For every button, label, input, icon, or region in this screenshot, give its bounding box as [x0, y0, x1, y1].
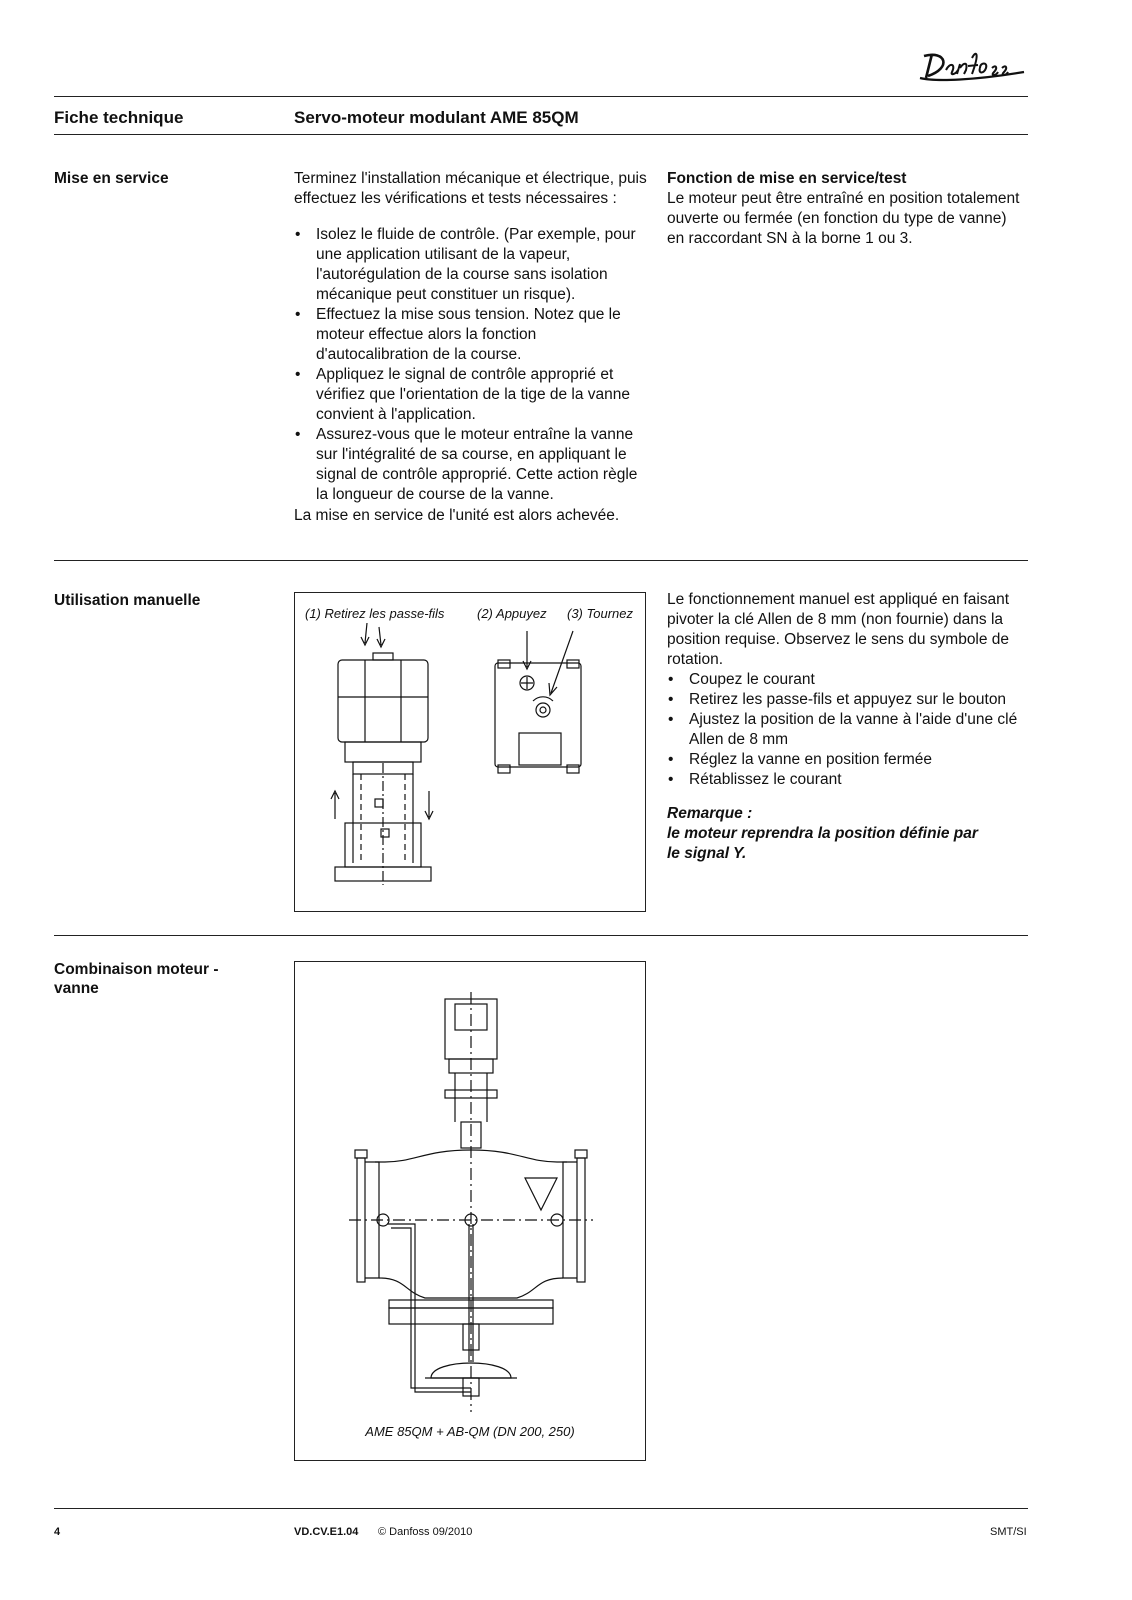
list-item: • Réglez la vanne en position fermée	[667, 750, 1027, 770]
section-heading-utilisation-manuelle: Utilisation manuelle	[54, 592, 201, 609]
test-function-text: Le moteur peut être entraîné en position totalement ouverte ou fermée (en fonction du type de vanne) en raccordant SN à la borne 1 ou 3.	[667, 190, 1020, 247]
danfoss-logo	[916, 46, 1028, 88]
list-item: • Effectuez la mise sous tension. Notez que le moteur effectue alors la fonction d'autocalibration de la course.	[294, 305, 644, 365]
mise-en-service-intro: Terminez l'installation mécanique et électrique, puis effectuez les vérifications et tests nécessaires :	[294, 170, 647, 207]
page-number: 4	[54, 1526, 61, 1538]
test-function-heading: Fonction de mise en service/test	[667, 170, 907, 187]
header-bottom-rule	[54, 134, 1028, 135]
list-item: • Rétablissez le courant	[667, 770, 1027, 790]
figure-label-turn: (3) Tournez	[567, 606, 633, 621]
section-heading-combinaison: Combinaison moteur - vanne	[54, 961, 219, 997]
list-item: • Ajustez la position de la vanne à l'aide d'une clé Allen de 8 mm	[667, 710, 1027, 750]
section-heading-mise-en-service: Mise en service	[54, 170, 169, 187]
product-title: Servo-moteur modulant AME 85QM	[294, 108, 579, 127]
footer-rule	[54, 1508, 1028, 1509]
valve-combination-figure	[294, 961, 646, 1461]
actuator-drawing	[295, 623, 645, 911]
manual-operation-steps	[667, 670, 1027, 790]
figure-label-remove-grommets: (1) Retirez les passe-fils	[305, 606, 445, 621]
list-item: • Appliquez le signal de contrôle approprié et vérifiez que l'orientation de la tige de la vanne convient à l'application.	[294, 365, 644, 425]
remark-title: Remarque :	[667, 805, 753, 822]
valve-drawing	[295, 962, 645, 1422]
manual-operation-figure	[294, 592, 646, 912]
doc-type-label: Fiche technique	[54, 108, 184, 127]
footer-ref: SMT/SI	[990, 1526, 1027, 1538]
header-top-rule	[54, 96, 1028, 97]
section-divider-1	[54, 560, 1028, 561]
section-divider-2	[54, 935, 1028, 936]
list-item: • Isolez le fluide de contrôle. (Par exemple, pour une application utilisant de la vapeur, l'autorégulation de la course sans isolation mécanique peut constituer un risque).	[294, 225, 644, 305]
list-item: • Coupez le courant	[667, 670, 1027, 690]
copyright: © Danfoss 09/2010	[378, 1526, 473, 1538]
list-item: • Assurez-vous que le moteur entraîne la vanne sur l'intégralité de sa course, en appliquant le signal de contrôle approprié. Cette action règle la longueur de course de la vanne.	[294, 425, 644, 505]
manual-operation-intro: Le fonctionnement manuel est appliqué en faisant pivoter la clé Allen de 8 mm (non fournie) dans la position requise. Observez le sens du symbole de rotation.	[667, 591, 1010, 668]
mise-en-service-steps	[294, 225, 644, 505]
remark-text: le moteur reprendra la position définie par le signal Y.	[667, 825, 978, 862]
figure-caption: AME 85QM + AB-QM (DN 200, 250)	[365, 1424, 575, 1439]
figure-label-press: (2) Appuyez	[477, 606, 547, 621]
mise-en-service-closing: La mise en service de l'unité est alors achevée.	[294, 507, 620, 524]
doc-code: VD.CV.E1.04	[294, 1526, 359, 1538]
list-item: • Retirez les passe-fils et appuyez sur le bouton	[667, 690, 1027, 710]
